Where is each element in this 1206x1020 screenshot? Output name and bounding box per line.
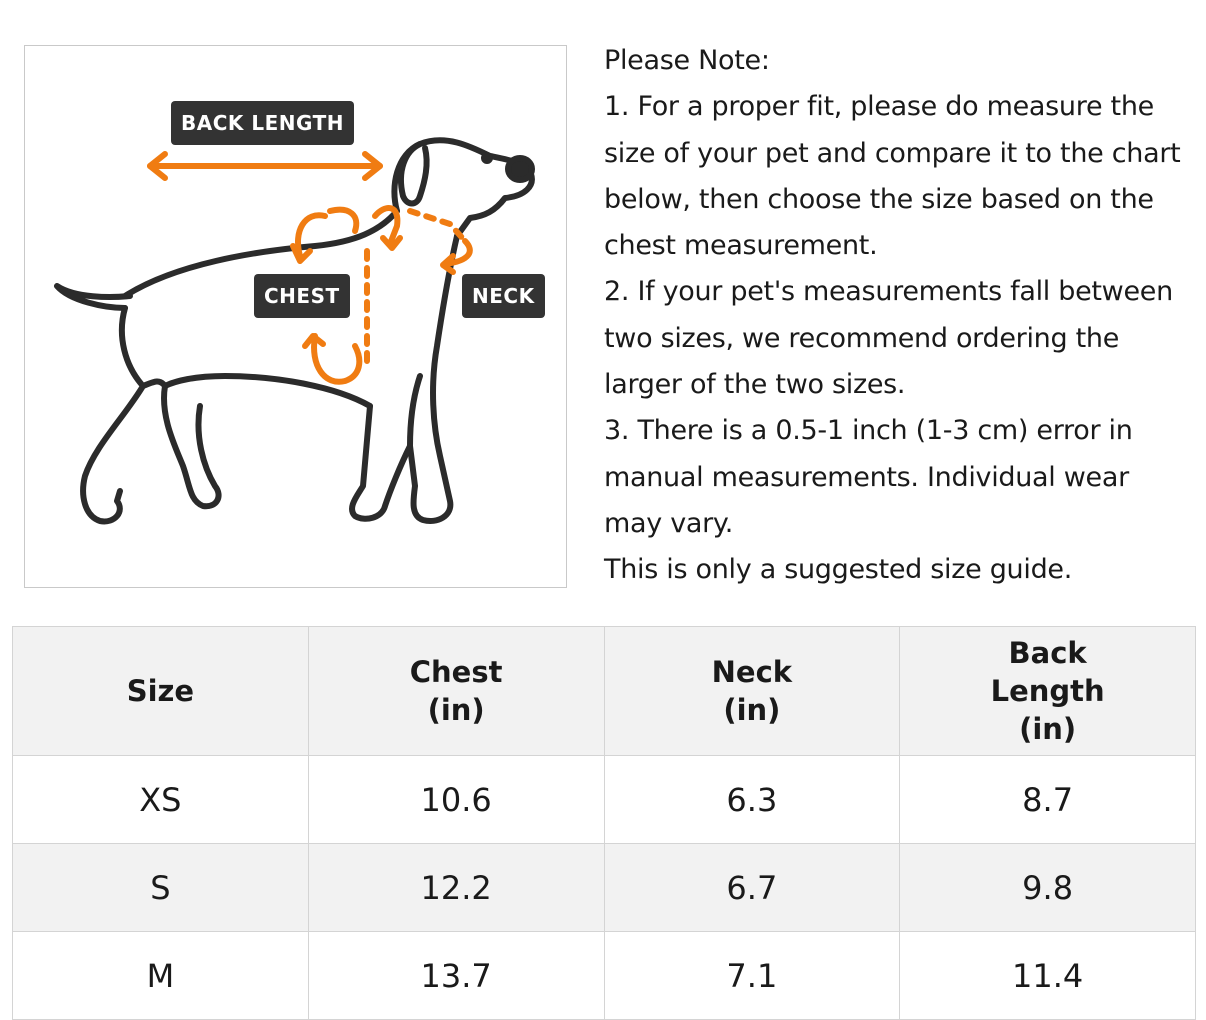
size-notes (604, 38, 1200, 594)
header-size: Size (13, 627, 309, 756)
notes-line: two sizes, we recommend ordering the (604, 322, 1120, 354)
header-back-length: Back Length (in) (900, 627, 1196, 756)
cell-back-length: 8.7 (900, 756, 1196, 844)
cell-neck: 6.7 (604, 844, 900, 932)
notes-heading: Please Note: (604, 45, 770, 76)
cell-chest: 10.6 (308, 756, 604, 844)
cell-neck: 6.3 (604, 756, 900, 844)
table-header-row (13, 627, 1196, 756)
notes-line: chest measurement. (604, 230, 878, 262)
header-neck: Neck (in) (604, 627, 900, 756)
cell-chest: 12.2 (308, 844, 604, 932)
cell-chest: 13.7 (308, 932, 604, 1020)
cell-back-length: 11.4 (900, 932, 1196, 1020)
size-chart-table (12, 626, 1196, 1020)
notes-line: 1. For a proper fit, please do measure the (604, 91, 1154, 123)
cell-neck: 7.1 (604, 932, 900, 1020)
notes-line: This is only a suggested size guide. (604, 554, 1073, 586)
notes-line: manual measurements. Individual wear (604, 461, 1129, 493)
neck-label: NECK (462, 274, 545, 318)
dog-outline (57, 140, 532, 521)
cell-back-length: 9.8 (900, 844, 1196, 932)
cell-size: S (13, 844, 309, 932)
table-row (13, 844, 1196, 932)
notes-line: size of your pet and compare it to the chart (604, 137, 1181, 169)
dog-measurement-diagram (24, 45, 567, 588)
notes-line: 3. There is a 0.5-1 inch (1-3 cm) error in (604, 415, 1133, 447)
table-row (13, 932, 1196, 1020)
header-chest: Chest (in) (308, 627, 604, 756)
notes-line: 2. If your pet's measurements fall between (604, 276, 1173, 308)
notes-line: may vary. (604, 507, 734, 539)
chest-label: CHEST (254, 274, 350, 318)
back-length-label: BACK LENGTH (171, 101, 354, 145)
notes-line: larger of the two sizes. (604, 369, 906, 401)
cell-size: M (13, 932, 309, 1020)
cell-size: XS (13, 756, 309, 844)
table-row (13, 756, 1196, 844)
notes-line: below, then choose the size based on the (604, 183, 1154, 215)
